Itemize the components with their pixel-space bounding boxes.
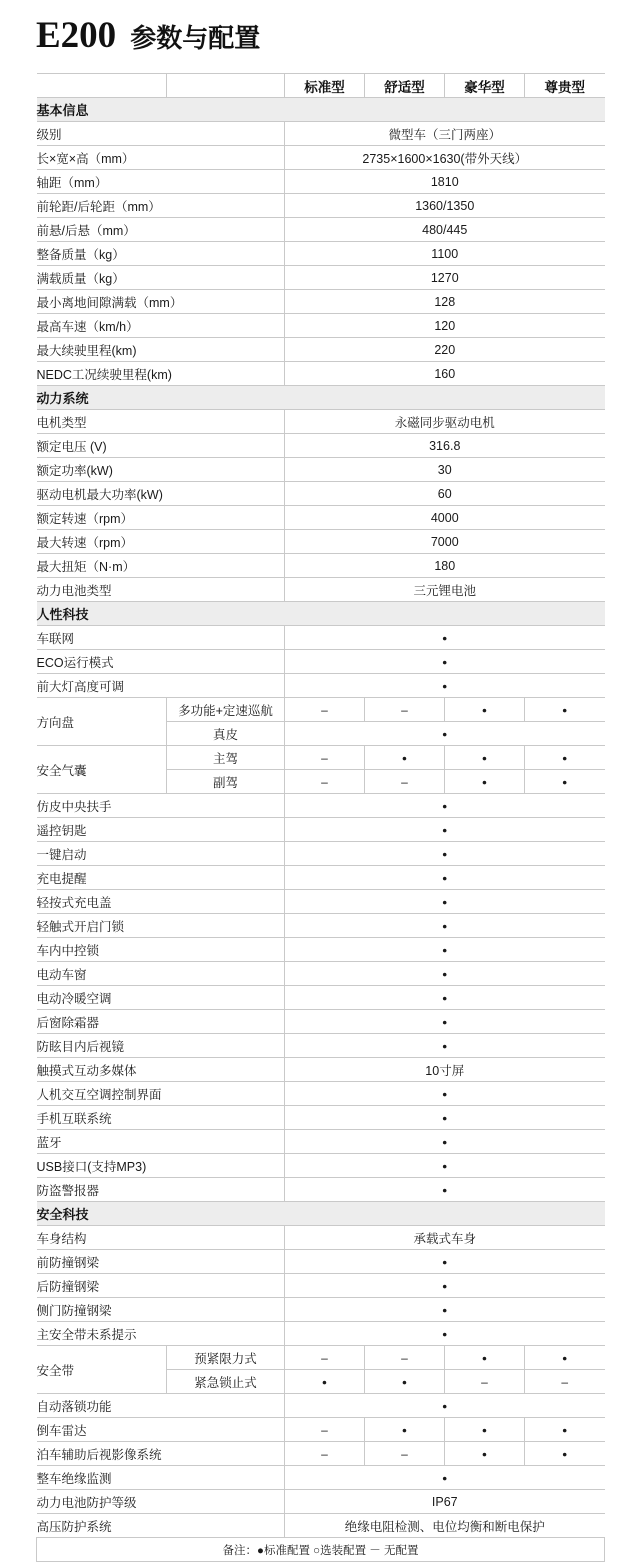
table-row xyxy=(37,794,605,818)
standard-mark xyxy=(442,823,447,837)
row-label: 轻按式充电盖 xyxy=(37,890,285,914)
table-row xyxy=(37,698,605,722)
row-label: ECO运行模式 xyxy=(37,650,285,674)
cell-value: 180 xyxy=(434,558,456,573)
row-value-span xyxy=(285,1490,605,1514)
cell-value: 永磁同步驱动电机 xyxy=(394,415,495,430)
row-label: 方向盘 xyxy=(37,698,167,746)
cell-value: 120 xyxy=(434,318,456,333)
section-title: 基本信息 xyxy=(37,98,605,122)
table-row xyxy=(37,1154,605,1178)
model-name: E200 xyxy=(36,15,117,56)
table-row xyxy=(37,674,605,698)
cell-value: 316.8 xyxy=(429,438,461,453)
table-row xyxy=(37,1010,605,1034)
row-value-0 xyxy=(285,746,365,770)
row-label: 安全气囊 xyxy=(37,746,167,794)
table-row xyxy=(37,314,605,338)
table-body xyxy=(37,98,605,1538)
none-mark xyxy=(401,775,408,789)
row-label: 蓝牙 xyxy=(37,1130,285,1154)
section-header-row xyxy=(37,602,605,626)
standard-mark xyxy=(442,967,447,981)
row-value-span xyxy=(285,794,605,818)
table-footer-row xyxy=(37,1538,605,1562)
standard-mark xyxy=(402,1423,407,1437)
none-mark xyxy=(321,1423,328,1437)
row-label: 泊车辅助后视影像系统 xyxy=(37,1442,285,1466)
row-label: 安全带 xyxy=(37,1346,167,1394)
row-label: 前悬/后悬（mm） xyxy=(37,218,285,242)
none-mark xyxy=(321,1351,328,1365)
row-label: 电动车窗 xyxy=(37,962,285,986)
row-value-span xyxy=(285,506,605,530)
row-value-3 xyxy=(525,1418,605,1442)
table-row xyxy=(37,1442,605,1466)
cell-value: IP67 xyxy=(431,1494,458,1509)
cell-value: 480/445 xyxy=(422,222,468,237)
cell-value: 绝缘电阻检测、电位均衡和断电保护 xyxy=(344,1519,545,1534)
cell-value: 1810 xyxy=(430,174,459,189)
page-title xyxy=(0,0,640,67)
row-label: 轴距（mm） xyxy=(37,170,285,194)
standard-mark xyxy=(562,775,567,789)
row-value-span xyxy=(285,866,605,890)
table-row xyxy=(37,866,605,890)
row-label: 电动冷暖空调 xyxy=(37,986,285,1010)
table-row xyxy=(37,1418,605,1442)
row-value-span xyxy=(285,242,605,266)
row-value-0 xyxy=(285,698,365,722)
row-value-2 xyxy=(445,1346,525,1370)
section-title: 人性科技 xyxy=(37,602,605,626)
row-label: 主安全带未系提示 xyxy=(37,1322,285,1346)
row-label: 侧门防撞钢梁 xyxy=(37,1298,285,1322)
row-value-span xyxy=(285,1130,605,1154)
row-value-span xyxy=(285,314,605,338)
row-sublabel: 副驾 xyxy=(167,770,285,794)
cell-value: 7000 xyxy=(430,534,459,549)
row-value-3 xyxy=(525,746,605,770)
table-row xyxy=(37,122,605,146)
row-value-3 xyxy=(525,1370,605,1394)
row-label: 后窗除霜器 xyxy=(37,1010,285,1034)
standard-mark xyxy=(442,919,447,933)
row-value-span xyxy=(285,1250,605,1274)
cell-value: 60 xyxy=(437,486,452,501)
column-header-1: 舒适型 xyxy=(365,74,445,98)
row-label: NEDC工况续驶里程(km) xyxy=(37,362,285,386)
standard-mark xyxy=(442,799,447,813)
standard-mark xyxy=(442,1279,447,1293)
row-label: 仿皮中央扶手 xyxy=(37,794,285,818)
table-row xyxy=(37,1298,605,1322)
row-label: 前轮距/后轮距（mm） xyxy=(37,194,285,218)
row-label: 整车绝缘监测 xyxy=(37,1466,285,1490)
row-value-1 xyxy=(365,1370,445,1394)
section-title: 动力系统 xyxy=(37,386,605,410)
standard-mark xyxy=(482,703,487,717)
none-mark xyxy=(481,1375,488,1389)
page-subtitle: 参数与配置 xyxy=(130,23,261,53)
table-row xyxy=(37,1058,605,1082)
row-label: 最大扭矩（N·m） xyxy=(37,554,285,578)
none-mark xyxy=(401,1351,408,1365)
standard-mark xyxy=(442,895,447,909)
row-value-0 xyxy=(285,1346,365,1370)
table-row xyxy=(37,1274,605,1298)
standard-mark xyxy=(562,703,567,717)
table-row xyxy=(37,146,605,170)
row-label: 驱动电机最大功率(kW) xyxy=(37,482,285,506)
row-sublabel: 预紧限力式 xyxy=(167,1346,285,1370)
row-label: 充电提醒 xyxy=(37,866,285,890)
row-label: 级别 xyxy=(37,122,285,146)
row-value-span xyxy=(285,1226,605,1250)
row-label: 车身结构 xyxy=(37,1226,285,1250)
row-value-1 xyxy=(365,746,445,770)
row-value-3 xyxy=(525,1346,605,1370)
table-row xyxy=(37,530,605,554)
row-value-span xyxy=(285,554,605,578)
cell-value: 承载式车身 xyxy=(413,1231,476,1246)
row-value-span xyxy=(285,1514,605,1538)
row-value-1 xyxy=(365,770,445,794)
table-row xyxy=(37,1466,605,1490)
row-value-span xyxy=(285,482,605,506)
table-header-row xyxy=(37,74,605,98)
row-value-span xyxy=(285,218,605,242)
table-row xyxy=(37,554,605,578)
row-label: 动力电池防护等级 xyxy=(37,1490,285,1514)
standard-mark xyxy=(562,1351,567,1365)
row-value-span xyxy=(285,578,605,602)
row-value-span xyxy=(285,1322,605,1346)
footnote: 备注：●标准配置 ○选装配置 － 无配置 xyxy=(37,1538,605,1562)
row-value-span xyxy=(285,290,605,314)
table-row xyxy=(37,1322,605,1346)
row-value-span xyxy=(285,722,605,746)
row-sublabel: 多功能+定速巡航 xyxy=(167,698,285,722)
table-row xyxy=(37,1514,605,1538)
none-mark xyxy=(321,751,328,765)
standard-mark xyxy=(442,1135,447,1149)
row-value-span xyxy=(285,842,605,866)
row-value-span xyxy=(285,434,605,458)
row-label: 前防撞钢梁 xyxy=(37,1250,285,1274)
row-value-span xyxy=(285,626,605,650)
section-header-row xyxy=(37,386,605,410)
table-row xyxy=(37,506,605,530)
row-value-span xyxy=(285,1394,605,1418)
row-value-1 xyxy=(365,1418,445,1442)
row-label: 额定转速（rpm） xyxy=(37,506,285,530)
cell-value: 128 xyxy=(434,294,456,309)
none-mark xyxy=(321,775,328,789)
row-value-span xyxy=(285,1058,605,1082)
section-header-row xyxy=(37,1202,605,1226)
none-mark xyxy=(401,1447,408,1461)
none-mark xyxy=(321,1447,328,1461)
cell-value: 三元锂电池 xyxy=(413,583,476,598)
row-value-3 xyxy=(525,698,605,722)
column-header-2: 豪华型 xyxy=(445,74,525,98)
table-row xyxy=(37,194,605,218)
row-label: 遥控钥匙 xyxy=(37,818,285,842)
table-row xyxy=(37,290,605,314)
cell-value: 1270 xyxy=(430,270,459,285)
row-value-span xyxy=(285,362,605,386)
cell-value: 160 xyxy=(434,366,456,381)
row-label: 防盗警报器 xyxy=(37,1178,285,1202)
row-value-span xyxy=(285,1178,605,1202)
row-label: 防眩目内后视镜 xyxy=(37,1034,285,1058)
row-value-2 xyxy=(445,1418,525,1442)
section-header-row xyxy=(37,98,605,122)
standard-mark xyxy=(442,1015,447,1029)
table-row xyxy=(37,1250,605,1274)
row-label: 轻触式开启门锁 xyxy=(37,914,285,938)
none-mark xyxy=(321,703,328,717)
standard-mark xyxy=(402,751,407,765)
standard-mark xyxy=(562,1447,567,1461)
standard-mark xyxy=(442,847,447,861)
specifications-table xyxy=(36,73,605,1562)
row-label: 一键启动 xyxy=(37,842,285,866)
cell-value: 220 xyxy=(434,342,456,357)
row-label: 长×宽×高（mm） xyxy=(37,146,285,170)
row-value-span xyxy=(285,530,605,554)
standard-mark xyxy=(442,1255,447,1269)
standard-mark xyxy=(402,1375,407,1389)
row-value-1 xyxy=(365,1442,445,1466)
row-label: USB接口(支持MP3) xyxy=(37,1154,285,1178)
table-row xyxy=(37,1394,605,1418)
row-label: 手机互联系统 xyxy=(37,1106,285,1130)
row-value-2 xyxy=(445,770,525,794)
standard-mark xyxy=(442,655,447,669)
row-label: 车联网 xyxy=(37,626,285,650)
row-value-span xyxy=(285,170,605,194)
table-row xyxy=(37,962,605,986)
row-label: 动力电池类型 xyxy=(37,578,285,602)
table-row xyxy=(37,1226,605,1250)
row-value-span xyxy=(285,1034,605,1058)
cell-value: 1100 xyxy=(431,246,459,261)
row-label: 车内中控锁 xyxy=(37,938,285,962)
standard-mark xyxy=(442,631,447,645)
standard-mark xyxy=(442,943,447,957)
table-row xyxy=(37,1082,605,1106)
row-value-span xyxy=(285,146,605,170)
table-row xyxy=(37,578,605,602)
row-label: 最大转速（rpm） xyxy=(37,530,285,554)
row-value-span xyxy=(285,194,605,218)
row-value-span xyxy=(285,1154,605,1178)
standard-mark xyxy=(442,871,447,885)
cell-value: 30 xyxy=(437,462,452,477)
row-value-span xyxy=(285,674,605,698)
row-value-span xyxy=(285,890,605,914)
table-row xyxy=(37,1106,605,1130)
cell-value: 微型车（三门两座） xyxy=(388,127,501,142)
standard-mark xyxy=(442,679,447,693)
cell-value: 2735×1600×1630(带外天线） xyxy=(362,151,528,166)
row-value-1 xyxy=(365,1346,445,1370)
row-label: 自动落锁功能 xyxy=(37,1394,285,1418)
standard-mark xyxy=(442,1303,447,1317)
row-value-span xyxy=(285,1274,605,1298)
table-row xyxy=(37,890,605,914)
standard-mark xyxy=(482,775,487,789)
row-value-span xyxy=(285,986,605,1010)
row-label: 倒车雷达 xyxy=(37,1418,285,1442)
table-row xyxy=(37,362,605,386)
row-value-2 xyxy=(445,746,525,770)
row-value-span xyxy=(285,338,605,362)
row-label: 最大续驶里程(km) xyxy=(37,338,285,362)
table-row xyxy=(37,626,605,650)
standard-mark xyxy=(442,1159,447,1173)
row-sublabel: 紧急锁止式 xyxy=(167,1370,285,1394)
row-value-0 xyxy=(285,1370,365,1394)
row-label: 高压防护系统 xyxy=(37,1514,285,1538)
row-value-1 xyxy=(365,698,445,722)
table-row xyxy=(37,938,605,962)
row-value-span xyxy=(285,962,605,986)
standard-mark xyxy=(442,1471,447,1485)
table-row xyxy=(37,170,605,194)
standard-mark xyxy=(482,1423,487,1437)
table-row xyxy=(37,1178,605,1202)
row-label: 触摸式互动多媒体 xyxy=(37,1058,285,1082)
row-sublabel: 主驾 xyxy=(167,746,285,770)
row-label: 整备质量（kg） xyxy=(37,242,285,266)
table-row xyxy=(37,986,605,1010)
row-value-0 xyxy=(285,1442,365,1466)
row-label: 后防撞钢梁 xyxy=(37,1274,285,1298)
table-row xyxy=(37,914,605,938)
row-value-3 xyxy=(525,1442,605,1466)
row-label: 前大灯高度可调 xyxy=(37,674,285,698)
table-row xyxy=(37,266,605,290)
row-value-span xyxy=(285,410,605,434)
row-sublabel: 真皮 xyxy=(167,722,285,746)
cell-value: 4000 xyxy=(430,510,459,525)
header-blank-2 xyxy=(167,74,285,98)
standard-mark xyxy=(442,1183,447,1197)
standard-mark xyxy=(482,1447,487,1461)
row-value-span xyxy=(285,1298,605,1322)
row-label: 最高车速（km/h） xyxy=(37,314,285,338)
row-label: 人机交互空调控制界面 xyxy=(37,1082,285,1106)
standard-mark xyxy=(442,1327,447,1341)
row-value-3 xyxy=(525,770,605,794)
table-row xyxy=(37,1346,605,1370)
cell-value: 1360/1350 xyxy=(415,198,475,213)
table-row xyxy=(37,458,605,482)
standard-mark xyxy=(482,1351,487,1365)
none-mark xyxy=(401,703,408,717)
row-value-span xyxy=(285,650,605,674)
row-value-span xyxy=(285,1082,605,1106)
row-value-span xyxy=(285,458,605,482)
cell-value: 10寸屏 xyxy=(425,1063,465,1078)
column-header-3: 尊贵型 xyxy=(525,74,605,98)
standard-mark xyxy=(322,1375,327,1389)
row-value-span xyxy=(285,1010,605,1034)
table-row xyxy=(37,434,605,458)
row-value-span xyxy=(285,122,605,146)
row-value-span xyxy=(285,1106,605,1130)
row-value-2 xyxy=(445,1442,525,1466)
standard-mark xyxy=(482,751,487,765)
row-value-0 xyxy=(285,1418,365,1442)
row-label: 最小离地间隙满载（mm） xyxy=(37,290,285,314)
standard-mark xyxy=(442,1399,447,1413)
column-header-0: 标准型 xyxy=(285,74,365,98)
table-row xyxy=(37,1034,605,1058)
table-row xyxy=(37,1490,605,1514)
table-row xyxy=(37,1130,605,1154)
table-row xyxy=(37,338,605,362)
row-label: 电机类型 xyxy=(37,410,285,434)
standard-mark xyxy=(562,1423,567,1437)
row-value-span xyxy=(285,1466,605,1490)
table-row xyxy=(37,482,605,506)
table-row xyxy=(37,818,605,842)
row-label: 额定功率(kW) xyxy=(37,458,285,482)
standard-mark xyxy=(442,991,447,1005)
row-label: 满载质量（kg） xyxy=(37,266,285,290)
row-value-span xyxy=(285,818,605,842)
table-row xyxy=(37,746,605,770)
row-label: 额定电压 (V) xyxy=(37,434,285,458)
row-value-span xyxy=(285,266,605,290)
standard-mark xyxy=(442,1111,447,1125)
standard-mark xyxy=(442,1039,447,1053)
row-value-2 xyxy=(445,698,525,722)
header-blank-1 xyxy=(37,74,167,98)
table-row xyxy=(37,650,605,674)
section-title: 安全科技 xyxy=(37,1202,605,1226)
table-row xyxy=(37,242,605,266)
row-value-2 xyxy=(445,1370,525,1394)
row-value-span xyxy=(285,914,605,938)
table-row xyxy=(37,218,605,242)
table-row xyxy=(37,842,605,866)
standard-mark xyxy=(442,727,447,741)
none-mark xyxy=(561,1375,568,1389)
standard-mark xyxy=(442,1087,447,1101)
row-value-0 xyxy=(285,770,365,794)
standard-mark xyxy=(562,751,567,765)
row-value-span xyxy=(285,938,605,962)
table-row xyxy=(37,410,605,434)
